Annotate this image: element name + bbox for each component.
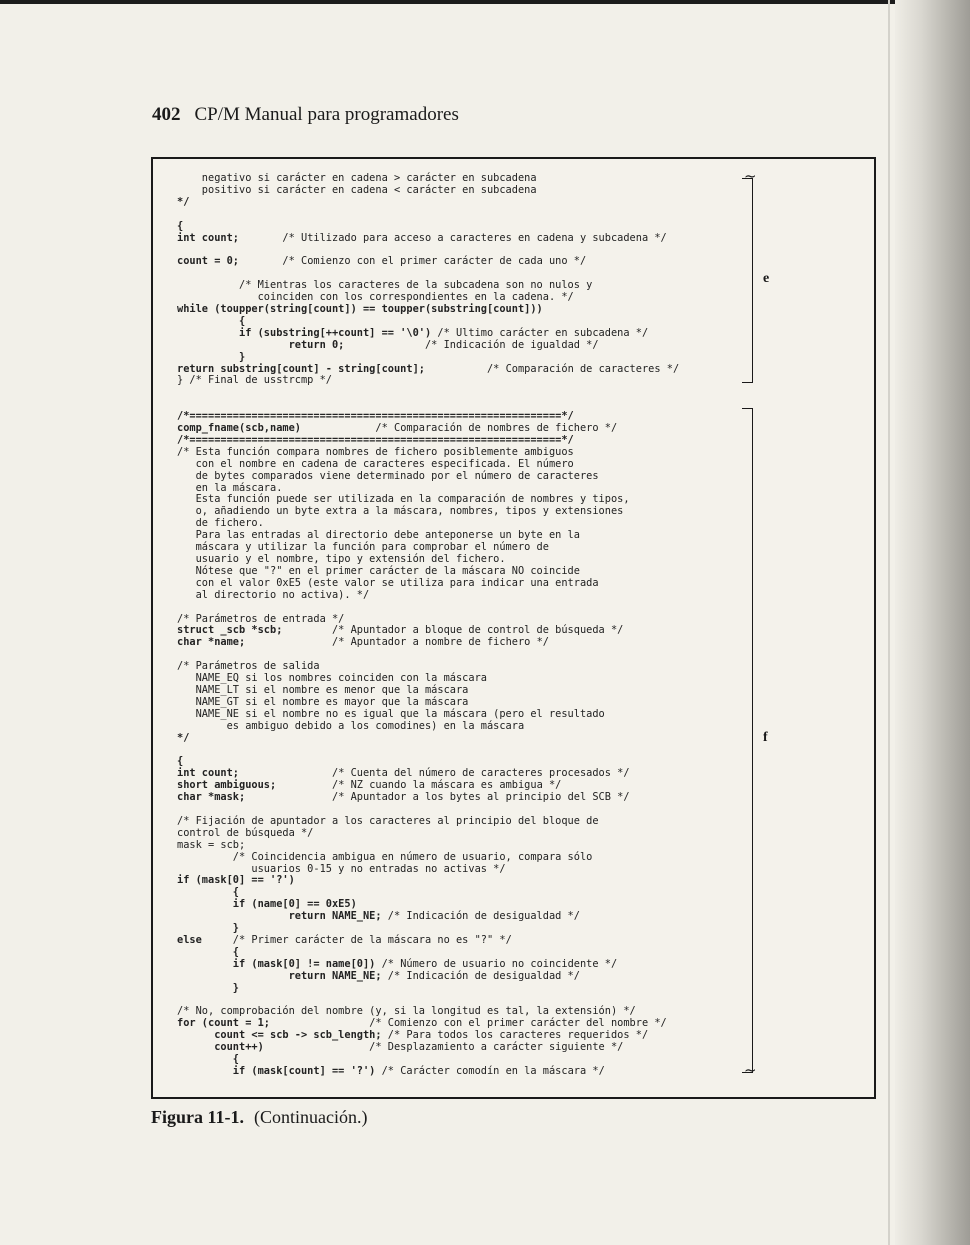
- code-segment: else: [177, 934, 202, 946]
- code-segment: de fichero.: [177, 517, 264, 530]
- code-line: [177, 505, 623, 517]
- code-segment: return 0;: [177, 338, 345, 351]
- code-segment: {: [177, 314, 246, 327]
- code-line: [177, 363, 679, 375]
- code-segment: máscara y utilizar la función para comprobar el número de: [177, 541, 549, 554]
- book-title: CP/M Manual para programadores: [194, 104, 459, 125]
- code-line: [177, 851, 592, 863]
- code-segment: Para las entradas al directorio debe anteponerse un byte en la: [177, 529, 580, 542]
- code-line: [177, 434, 574, 446]
- code-segment: /*============================================================*/: [177, 433, 574, 446]
- code-segment: short ambiguous;: [177, 779, 277, 792]
- code-line: [177, 946, 239, 958]
- code-segment: negativo si carácter en cadena > carácter en subcadena: [177, 172, 537, 184]
- code-line: [177, 493, 630, 505]
- code-segment: if (substring[++count] == '\0'): [177, 326, 432, 339]
- code-segment: char *mask;: [177, 791, 246, 804]
- code-segment: /* Cuenta del número de caracteres procesados */: [239, 767, 630, 780]
- code-line: [177, 422, 617, 434]
- code-segment: }: [177, 981, 239, 994]
- code-line: [177, 482, 282, 494]
- running-head: [152, 104, 459, 126]
- code-segment: return NAME_NE;: [177, 969, 382, 982]
- code-line: [177, 291, 574, 303]
- code-segment: Esta función puede ser utilizada en la comparación de nombres y tipos,: [177, 493, 630, 506]
- code-segment: /* Número de usuario no coincidente */: [375, 957, 618, 970]
- page-number: 402: [152, 104, 181, 125]
- code-line: [177, 232, 667, 244]
- code-line: [177, 1053, 239, 1065]
- code-line: [177, 446, 574, 458]
- code-segment: }: [177, 350, 246, 363]
- code-segment: /* Carácter comodín en la máscara */: [375, 1064, 605, 1077]
- code-segment: coinciden con los correspondientes en la cadena. */: [177, 291, 574, 304]
- code-segment: char *name;: [177, 636, 246, 649]
- code-segment: if (mask[0] != name[0]): [177, 957, 376, 970]
- code-segment: int count;: [177, 231, 239, 244]
- code-line: [177, 898, 357, 910]
- gutter-line: [888, 0, 890, 1245]
- code-segment: NAME_EQ si los nombres coinciden con la máscara: [177, 672, 487, 685]
- code-segment: al directorio no activa). */: [177, 588, 370, 601]
- code-segment: usuarios 0-15 y no entradas no activas */: [177, 862, 506, 875]
- code-line: [177, 922, 239, 934]
- code-line: [177, 839, 245, 851]
- code-segment: return substring[count] - string[count];: [177, 362, 425, 375]
- code-segment: /* Ultimo carácter en subcadena */: [431, 326, 649, 339]
- code-line: [177, 672, 487, 684]
- code-line: [177, 255, 586, 267]
- code-line: [177, 541, 549, 553]
- code-segment: return NAME_NE;: [177, 910, 382, 923]
- code-line: [177, 589, 369, 601]
- code-segment: /* Mientras los caracteres de la subcadena son no nulos y: [177, 279, 593, 292]
- code-segment: NAME_LT si el nombre es menor que la máscara: [177, 683, 469, 696]
- code-segment: } /* Final de usstrcmp */: [177, 374, 332, 387]
- code-segment: /* Apuntador a bloque de control de búsqueda */: [282, 624, 624, 637]
- code-line: [177, 529, 580, 541]
- code-line: [177, 886, 239, 898]
- code-segment: /* Apuntador a los bytes al principio del SCB */: [245, 791, 630, 804]
- code-line: [177, 755, 183, 767]
- code-line: [177, 767, 630, 779]
- code-line: [177, 565, 580, 577]
- code-line: [177, 1017, 667, 1029]
- code-line: [177, 374, 332, 386]
- code-segment: de bytes comparados viene determinado por el número de caracteres: [177, 469, 599, 482]
- code-line: [177, 863, 506, 875]
- code-segment: count++): [177, 1041, 264, 1054]
- code-segment: mask = scb;: [177, 838, 246, 851]
- code-line: [177, 553, 506, 565]
- code-segment: NAME_NE si el nombre no es igual que la máscara (pero el resultado: [177, 707, 605, 720]
- code-line: [177, 410, 574, 422]
- code-line: [177, 732, 189, 744]
- code-segment: con el nombre en cadena de caracteres especificada. El número: [177, 457, 574, 470]
- code-segment: */: [177, 731, 190, 744]
- code-line: [177, 624, 623, 636]
- bracket-e: [742, 178, 753, 383]
- code-line: [177, 517, 264, 529]
- code-segment: /* Comparación de caracteres */: [424, 362, 680, 375]
- code-line: [177, 458, 574, 470]
- code-segment: {: [177, 219, 184, 232]
- code-line: [177, 220, 183, 232]
- code-segment: /* Primer carácter de la máscara no es "?" */: [201, 934, 512, 946]
- code-segment: /* Esta función compara nombres de fichero posiblemente ambiguos: [177, 445, 574, 458]
- code-segment: struct _scb *scb;: [177, 624, 283, 637]
- code-segment: /* Parámetros de salida: [177, 660, 320, 673]
- code-line: [177, 815, 599, 827]
- code-segment: }: [177, 922, 239, 935]
- code-line: [177, 184, 537, 196]
- code-segment: int count;: [177, 767, 239, 780]
- margin-label-f: f: [763, 730, 768, 745]
- code-line: [177, 339, 599, 351]
- margin-label-e: e: [763, 271, 770, 286]
- code-segment: /* NZ cuando la máscara es ambigua */: [276, 779, 562, 792]
- code-segment: NAME_GT si el nombre es mayor que la máscara: [177, 695, 469, 708]
- code-segment: count = 0;: [177, 255, 239, 268]
- code-line: [177, 470, 599, 482]
- code-line: [177, 196, 189, 208]
- code-segment: comp_fname(scb,name): [177, 422, 301, 435]
- code-line: [177, 660, 320, 672]
- code-segment: /* Comparación de nombres de fichero */: [301, 422, 618, 435]
- code-segment: /* Comienzo con el primer carácter de cada uno */: [239, 255, 587, 268]
- code-line: [177, 779, 561, 791]
- code-line: [177, 791, 630, 803]
- code-segment: Nótese que "?" en el primer carácter de la máscara NO coincide: [177, 564, 580, 577]
- code-line: [177, 982, 239, 994]
- code-segment: /*============================================================*/: [177, 410, 574, 423]
- code-line: [177, 279, 592, 291]
- code-line: [177, 577, 599, 589]
- code-line: [177, 1041, 623, 1053]
- code-segment: /* Indicación de igualdad */: [344, 338, 599, 351]
- code-segment: */: [177, 195, 190, 208]
- code-segment: en la máscara.: [177, 481, 283, 494]
- code-line: [177, 315, 245, 327]
- code-segment: count <= scb -> scb_length;: [177, 1029, 382, 1042]
- code-segment: {: [177, 886, 239, 899]
- code-line: [177, 303, 543, 315]
- code-segment: /* Desplazamiento a carácter siguiente */: [263, 1041, 624, 1054]
- figure-label: Figura 11-1.: [151, 1107, 244, 1127]
- code-line: [177, 1065, 605, 1077]
- bracket-f-tick: ~: [744, 1061, 757, 1079]
- top-edge: [0, 0, 970, 4]
- bracket-e-tick: ~: [744, 167, 757, 185]
- code-listing: [177, 173, 679, 1078]
- code-line: [177, 827, 313, 839]
- code-segment: o, añadiendo un byte extra a la máscara, nombres, tipos y extensiones: [177, 505, 624, 518]
- code-line: [177, 1029, 648, 1041]
- code-segment: /* Comienzo con el primer carácter del nombre */: [270, 1017, 667, 1030]
- code-segment: /* Parámetros de entrada */: [177, 612, 345, 625]
- code-segment: /* Apuntador a nombre de fichero */: [245, 636, 549, 649]
- code-segment: {: [177, 1053, 239, 1066]
- code-segment: /* Fijación de apuntador a los caracteres al principio del bloque de: [177, 814, 599, 827]
- code-segment: {: [177, 945, 239, 958]
- code-line: [177, 1005, 636, 1017]
- code-segment: es ambiguo debido a los comodines) en la máscara: [177, 719, 525, 732]
- code-line: [177, 874, 295, 886]
- code-segment: /* Indicación de desigualdad */: [381, 910, 580, 923]
- code-segment: /* Coincidencia ambigua en número de usuario, compara sólo: [177, 850, 593, 863]
- code-line: [177, 327, 648, 339]
- code-segment: /* Para todos los caracteres requeridos */: [381, 1029, 649, 1042]
- code-segment: /* Utilizado para acceso a caracteres en cadena y subcadena */: [239, 231, 667, 244]
- code-segment: control de búsqueda */: [177, 826, 314, 839]
- code-line: [177, 708, 605, 720]
- code-segment: {: [177, 755, 184, 768]
- bracket-f: [742, 408, 753, 1073]
- figure-caption-text: (Continuación.): [254, 1107, 368, 1127]
- code-line: [177, 934, 512, 946]
- code-line: [177, 958, 617, 970]
- code-line: [177, 910, 580, 922]
- code-line: [177, 172, 537, 184]
- code-segment: while (toupper(string[count]) == toupper(substring[count])): [177, 302, 543, 315]
- code-segment: positivo si carácter en cadena < carácter en subcadena: [177, 183, 537, 196]
- code-line: [177, 684, 468, 696]
- code-segment: if (mask[count] == '?'): [177, 1064, 376, 1077]
- code-line: [177, 351, 245, 363]
- book-gutter-shadow: [895, 0, 970, 1245]
- code-line: [177, 970, 580, 982]
- code-segment: con el valor 0xE5 (este valor se utiliza para indicar una entrada: [177, 576, 599, 589]
- code-line: [177, 636, 549, 648]
- code-line: [177, 720, 524, 732]
- code-line: [177, 696, 468, 708]
- figure-caption: [151, 1107, 367, 1128]
- code-segment: if (name[0] == 0xE5): [177, 898, 357, 911]
- code-segment: /* No, comprobación del nombre (y, si la longitud es tal, la extensión) */: [177, 1005, 636, 1018]
- code-segment: usuario y el nombre, tipo y extensión del fichero.: [177, 553, 506, 565]
- code-segment: if (mask[0] == '?'): [177, 874, 295, 887]
- code-listing-frame: [151, 157, 876, 1099]
- code-line: [177, 613, 344, 625]
- code-segment: for (count = 1;: [177, 1017, 270, 1030]
- code-segment: /* Indicación de desigualdad */: [381, 969, 580, 982]
